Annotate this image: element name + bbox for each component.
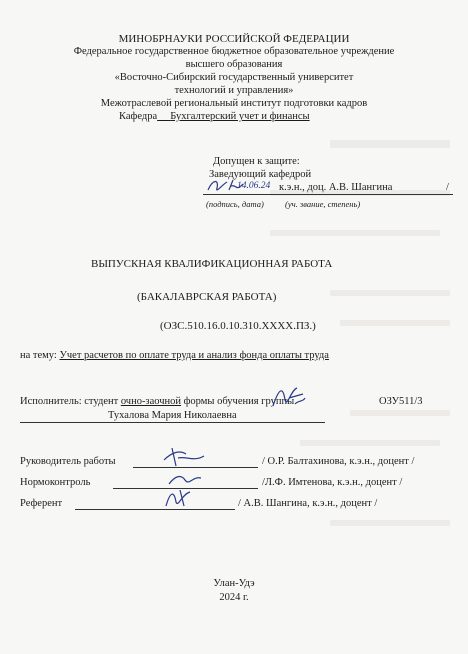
bleed-through-block bbox=[330, 140, 450, 148]
topic-label: на тему: bbox=[20, 350, 57, 361]
study-form-suffix: формы обучения группы bbox=[183, 396, 295, 407]
year: 2024 г. bbox=[219, 592, 249, 603]
city: Улан-Удэ bbox=[213, 578, 255, 589]
executor-name-line bbox=[20, 422, 325, 423]
ministry-line: МИНОБРНАУКИ РОССИЙСКОЙ ФЕДЕРАЦИИ bbox=[118, 33, 350, 45]
university-name-line: «Восточно-Сибирский государственный университет bbox=[114, 72, 354, 83]
bleed-through-block bbox=[330, 520, 450, 526]
executor-label: Исполнитель: студент bbox=[20, 396, 119, 407]
referent-signature bbox=[160, 486, 196, 510]
executor-name: Тухалова Мария Николаевна bbox=[108, 410, 237, 421]
group-number: ОЗУ511/3 bbox=[379, 396, 423, 407]
head-label: Заведующий кафедрой bbox=[209, 169, 312, 180]
bleed-through-block bbox=[300, 440, 440, 446]
supervisor-value: / О.Р. Балтахинова, к.э.н., доцент / bbox=[262, 456, 415, 467]
supervisor-signature bbox=[160, 444, 210, 468]
referent-sign-line bbox=[75, 509, 235, 510]
executor-line bbox=[20, 396, 294, 408]
work-code: (ОЗС.510.16.0.10.310.ХХХХ.ПЗ.) bbox=[160, 320, 316, 332]
education-level-line: высшего образования bbox=[185, 59, 283, 70]
normcontrol-label: Нормоконтроль bbox=[20, 477, 91, 488]
department-value: Бухгалтерский учет и финансы bbox=[170, 111, 310, 122]
bleed-through-block bbox=[270, 230, 440, 236]
normcontrol-value: /Л.Ф. Имтенова, к.э.н., доцент / bbox=[262, 477, 403, 488]
referent-value: / А.В. Шангина, к.э.н., доцент / bbox=[238, 498, 378, 509]
supervisor-label: Руководитель работы bbox=[20, 456, 116, 467]
university-name-line-2: технологий и управления» bbox=[174, 85, 294, 96]
bleed-through-block bbox=[340, 320, 450, 326]
department-label: Кафедра bbox=[119, 111, 158, 122]
bleed-through-block bbox=[350, 410, 450, 416]
topic-line bbox=[20, 350, 329, 362]
study-form: очно-заочной bbox=[120, 396, 181, 407]
head-info: к.э.н., доц. А.В. Шангина bbox=[279, 182, 393, 193]
caption-rank: (уч. звание, степень) bbox=[285, 199, 361, 209]
bleed-through-block bbox=[330, 290, 450, 296]
institution-type-line: Федеральное государственное бюджетное образовательное учреждение bbox=[73, 46, 395, 57]
admitted-label: Допущен к защите: bbox=[213, 156, 300, 167]
referent-label: Референт bbox=[20, 498, 63, 509]
topic-value: Учет расчетов по оплате труда и анализ фонда оплаты труда bbox=[59, 350, 329, 361]
head-info-slash: / bbox=[446, 182, 449, 193]
institute-line: Межотраслевой региональный институт подготовки кадров bbox=[100, 98, 368, 109]
executor-signature bbox=[269, 384, 309, 410]
work-subtitle: (БАКАЛАВРСКАЯ РАБОТА) bbox=[137, 291, 277, 303]
caption-sign-date: (подпись, дата) bbox=[206, 199, 264, 209]
work-title: ВЫПУСКНАЯ КВАЛИФИКАЦИОННАЯ РАБОТА bbox=[91, 258, 333, 270]
handwritten-date: 14.06.24 bbox=[237, 181, 271, 191]
department-line bbox=[119, 111, 310, 123]
